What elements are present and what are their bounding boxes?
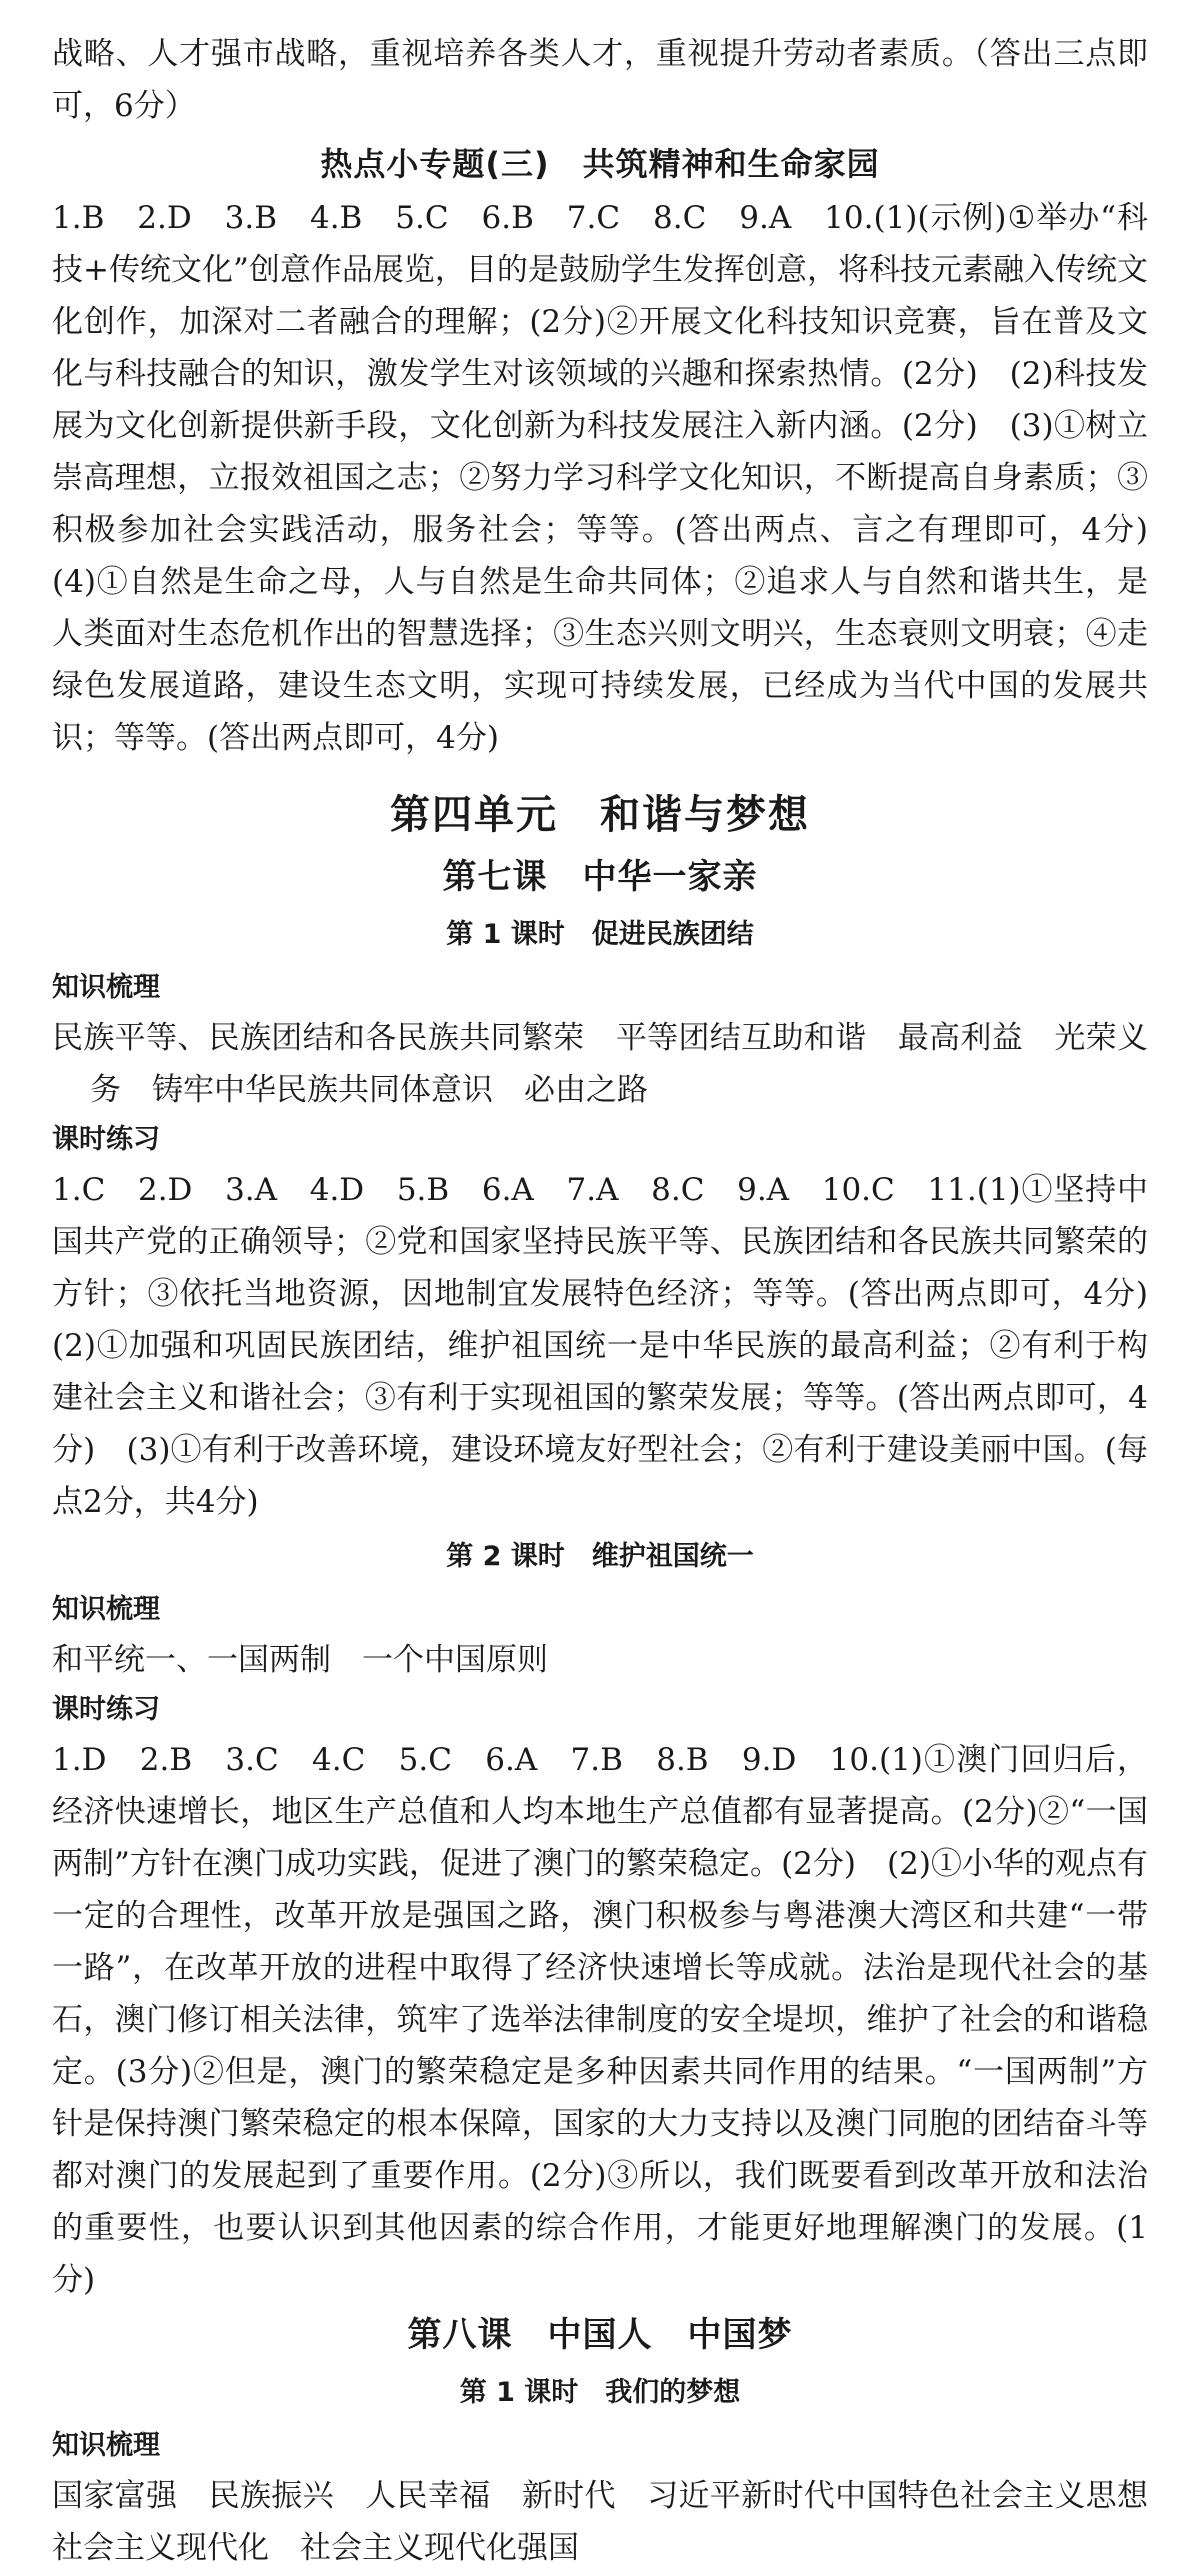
lesson-7-period-1-title: 第 1 课时 促进民族团结 bbox=[446, 919, 754, 950]
lesson-7-title: 第七课 中华一家亲 bbox=[442, 857, 758, 897]
hotspot-answers: 1.B 2.D 3.B 4.B 5.C 6.B 7.C 8.C 9.A 10.(1)(示例)①举办“科技+传统文化”创意作品展览，目的是鼓励学生发挥创意，将科技元素融入传统文化创作，加深对二者融合的理解；(2分)②开展文化科技知识竞赛，旨在普及文化与科技融合的知识，激发学生对该领域的兴趣和探索热情。(2分) (2)科技发展为文化创新提供新手段，文化创新为科技发展注入新内涵。(2分) (3)①树立崇高理想，立报效祖国之志；②努力学习科学文化知识，不断提高自身素质；③积极参加社会实践活动，服务社会；等等。(答出两点、言之有理即可，4分) (4)①自然是生命之母，人与自然是生命共同体；②追求人与自然和谐共生，是人类面对生态危机作出的智慧选择；③生态兴则文明兴，生态衰则文明衰；④走绿色发展道路，建设生态文明，实现可持续发展，已经成为当代中国的发展共识；等等。(答出两点即可，4分) bbox=[52, 200, 1179, 756]
knowledge-label: 知识梳理 bbox=[52, 1594, 160, 1625]
lesson-8-title: 第八课 中国人 中国梦 bbox=[407, 2315, 793, 2355]
practice-answers: 1.C 2.D 3.A 4.D 5.B 6.A 7.A 8.C 9.A 10.C 11.(1)①坚持中国共产党的正确领导；②党和国家坚持民族平等、民族团结和各民族共同繁荣的方针；③依托当地资源，因地制宜发展特色经济；等等。(答出两点即可，4分) (2)①加强和巩固民族团结，维护祖国统一是中华民族的最高利益；②有利于构建社会主义和谐社会；③有利于实现祖国的繁荣发展；等等。(答出两点即可，4分) (3)①有利于改善环境，建设环境友好型社会；②有利于建设美丽中国。(每点2分，共4分) bbox=[52, 1172, 1179, 1520]
knowledge-summary: 民族平等、民族团结和各民族共同繁荣 平等团结互助和谐 最高利益 光荣义务 铸牢中华民族共同体意识 必由之路 bbox=[52, 1020, 1148, 1108]
knowledge-summary: 和平统一、一国两制 一个中国原则 bbox=[52, 1642, 548, 1678]
hotspot-topic-title: 热点小专题(三) 共筑精神和生命家园 bbox=[320, 145, 880, 183]
knowledge-label: 知识梳理 bbox=[52, 2430, 160, 2461]
practice-answers: 1.D 2.B 3.C 4.C 5.C 6.A 7.B 8.B 9.D 10.(1)①澳门回归后，经济快速增长，地区生产总值和人均本地生产总值都有显著提高。(2分)②“一国两制”方针在澳门成功实践，促进了澳门的繁荣稳定。(2分) (2)①小华的观点有一定的合理性，改革开放是强国之路，澳门积极参与粤港澳大湾区和共建“一带一路”，在改革开放的进程中取得了经济快速增长等成就。法治是现代社会的基石，澳门修订相关法律，筑牢了选举法律制度的安全堤坝，维护了社会的和谐稳定。(3分)②但是，澳门的繁荣稳定是多种因素共同作用的结果。“一国两制”方针是保持澳门繁荣稳定的根本保障，国家的大力支持以及澳门同胞的团结奋斗等都对澳门的发展起到了重要作用。(2分)③所以，我们既要看到改革开放和法治的重要性，也要认识到其他因素的综合作用，才能更好地理解澳门的发展。(1分) bbox=[52, 1742, 1148, 2298]
unit-title: 第四单元 和谐与梦想 bbox=[390, 792, 810, 838]
lesson-7-period-2-title: 第 2 课时 维护祖国统一 bbox=[446, 1541, 754, 1572]
practice-label: 课时练习 bbox=[52, 1694, 160, 1725]
lesson-8-period-1-title: 第 1 课时 我们的梦想 bbox=[459, 2377, 741, 2408]
knowledge-summary: 国家富强 民族振兴 人民幸福 新时代 习近平新时代中国特色社会主义思想 社会主义现代化 社会主义现代化强国 bbox=[52, 2478, 1179, 2566]
knowledge-label: 知识梳理 bbox=[52, 972, 160, 1003]
intro-paragraph: 战略、人才强市战略，重视培养各类人才，重视提升劳动者素质。（答出三点即可，6分） bbox=[52, 36, 1148, 124]
practice-label: 课时练习 bbox=[52, 1124, 160, 1155]
